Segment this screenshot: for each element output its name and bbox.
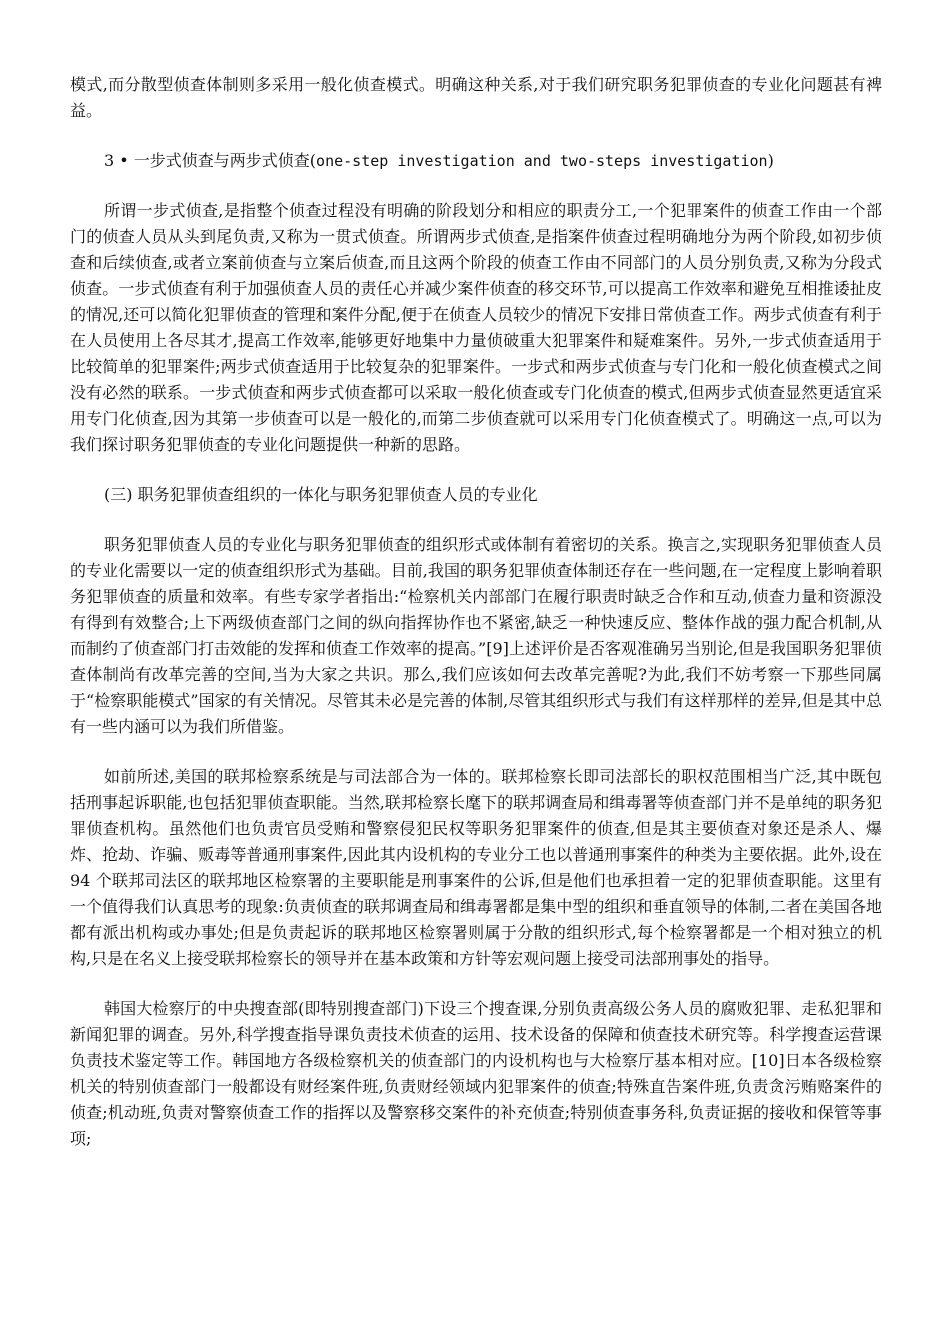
subsection-heading-3-english: one-step investigation and two-steps investigation [316, 152, 768, 170]
document-page [70, 72, 882, 1176]
paragraph-usa: 如前所述,美国的联邦检察系统是与司法部合为一体的。联邦检察长即司法部长的职权范围相当广泛,其中既包括刑事起诉职能,也包括犯罪侦查职能。当然,联邦检察长麾下的联邦调查局和缉毒署等侦查部门并不是单纯的职务犯罪侦查机构。虽然他们也负责官员受贿和警察侵犯民权等职务犯罪案件的侦查,但是其主要侦查对象还是杀人、爆炸、抢劫、诈骗、贩毒等普通刑事案件,因此其内设机构的专业分工也以普通刑事案件的种类为主要依据。此外,设在 94 个联邦司法区的联邦地区检察署的主要职能是刑事案件的公诉,但是他们也承担着一定的犯罪侦查职能。这里有一个值得我们认真思考的现象:负责侦查的联邦调查局和缉毒署都是集中型的组织和垂直领导的体制,二者在美国各地都有派出机构或办事处;但是负责起诉的联邦地区检察署则属于分散的组织形式,每个检察署都是一个相对独立的机构,只是在名义上接受联邦检察长的领导并在基本政策和方针等宏观问题上接受司法部刑事处的指导。 [70, 767, 882, 968]
paragraph-korea-japan: 韩国大检察厅的中央搜查部(即特别搜查部门)下设三个搜查课,分别负责高级公务人员的腐败犯罪、走私犯罪和新闻犯罪的调查。另外,科学搜查指导课负责技术侦查的运用、技术设备的保障和侦查技术研究等。科学搜查运营课负责技术鉴定等工作。韩国地方各级检察机关的侦查部门的内设机构也与大检察厅基本相对应。[10]日本各级检察机关的特别侦查部门一般都设有财经案件班,负责财经领域内犯罪案件的侦查;特殊直告案件班,负责贪污贿赂案件的侦查;机动班,负责对警察侦查工作的指挥以及警察移交案件的补充侦查;特别侦查事务科,负责证据的接收和保管等事项; [70, 999, 882, 1148]
paragraph-continuation: 模式,而分散型侦查体制则多采用一般化侦查模式。明确这种关系,对于我们研究职务犯罪侦查的专业化问题甚有裨益。 [70, 75, 882, 120]
subsection-heading-3-suffix: ) [767, 151, 774, 170]
subsection-heading-3 [70, 148, 882, 174]
paragraph-specialization: 职务犯罪侦查人员的专业化与职务犯罪侦查的组织形式或体制有着密切的关系。换言之,实现职务犯罪侦查人员的专业化需要以一定的侦查组织形式为基础。目前,我国的职务犯罪侦查体制还存在一些问题,在一定程度上影响着职务犯罪侦查的质量和效率。有些专家学者指出:“检察机关内部部门在履行职责时缺乏合作和互动,侦查力量和资源没有得到有效整合;上下两级侦查部门之间的纵向指挥协作也不紧密,缺乏一种快速反应、整体作战的强力配合机制,从而制约了侦查部门打击效能的发挥和侦查工作效率的提高。”[9]上述评价是否客观准确另当别论,但是我国职务犯罪侦查体制尚有改革完善的空间,当为大家之共识。那么,我们应该如何去改革完善呢?为此,我们不妨考察一下那些同属于“检察职能模式”国家的有关情况。尽管其未必是完善的体制,尽管其组织形式与我们有这样那样的差异,但是其中总有一些内涵可以为我们所借鉴。 [70, 535, 882, 736]
section-heading-3: (三) 职务犯罪侦查组织的一体化与职务犯罪侦查人员的专业化 [104, 485, 538, 504]
subsection-heading-3-prefix: 3 • 一步式侦查与两步式侦查( [104, 151, 317, 170]
paragraph-one-step-two-step: 所谓一步式侦查,是指整个侦查过程没有明确的阶段划分和相应的职责分工,一个犯罪案件的侦查工作由一个部门的侦查人员从头到尾负责,又称为一贯式侦查。所谓两步式侦查,是指案件侦查过程明确地分为两个阶段,如初步侦查和后续侦查,或者立案前侦查与立案后侦查,而且这两个阶段的侦查工作由不同部门的人员分别负责,又称为分段式侦查。一步式侦查有利于加强侦查人员的责任心并减少案件侦查的移交环节,可以提高工作效率和避免互相推诿扯皮的情况,还可以简化犯罪侦查的管理和案件分配,便于在侦查人员较少的情况下安排日常侦查工作。两步式侦查有利于在人员使用上各尽其才,提高工作效率,能够更好地集中力量侦破重大犯罪案件和疑难案件。另外,一步式侦查适用于比较简单的犯罪案件;两步式侦查适用于比较复杂的犯罪案件。一步式和两步式侦查与专门化和一般化侦查模式之间没有必然的联系。一步式侦查和两步式侦查都可以采取一般化侦查或专门化侦查的模式,但两步式侦查显然更适宜采用专门化侦查,因为其第一步侦查可以是一般化的,而第二步侦查就可以采用专门化侦查模式了。明确这一点,可以为我们探讨职务犯罪侦查的专业化问题提供一种新的思路。 [70, 201, 882, 454]
